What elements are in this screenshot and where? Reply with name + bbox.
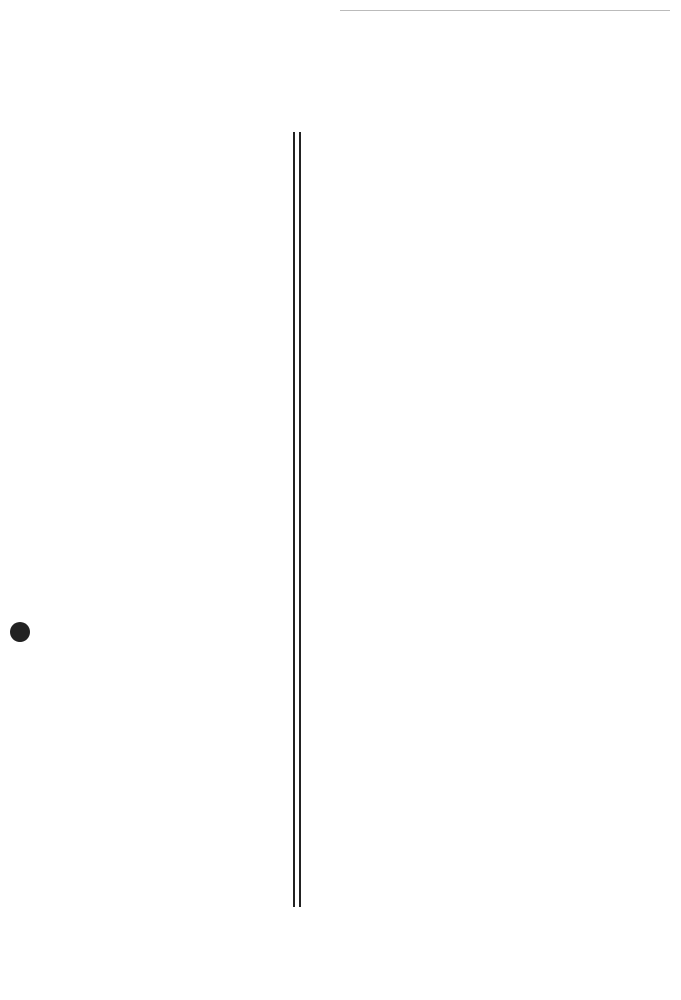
table-divider-left bbox=[293, 132, 295, 907]
table-divider-right bbox=[299, 132, 301, 907]
library-seal bbox=[10, 622, 30, 642]
top-border-line bbox=[340, 10, 670, 11]
official-appointment-table bbox=[95, 132, 573, 912]
